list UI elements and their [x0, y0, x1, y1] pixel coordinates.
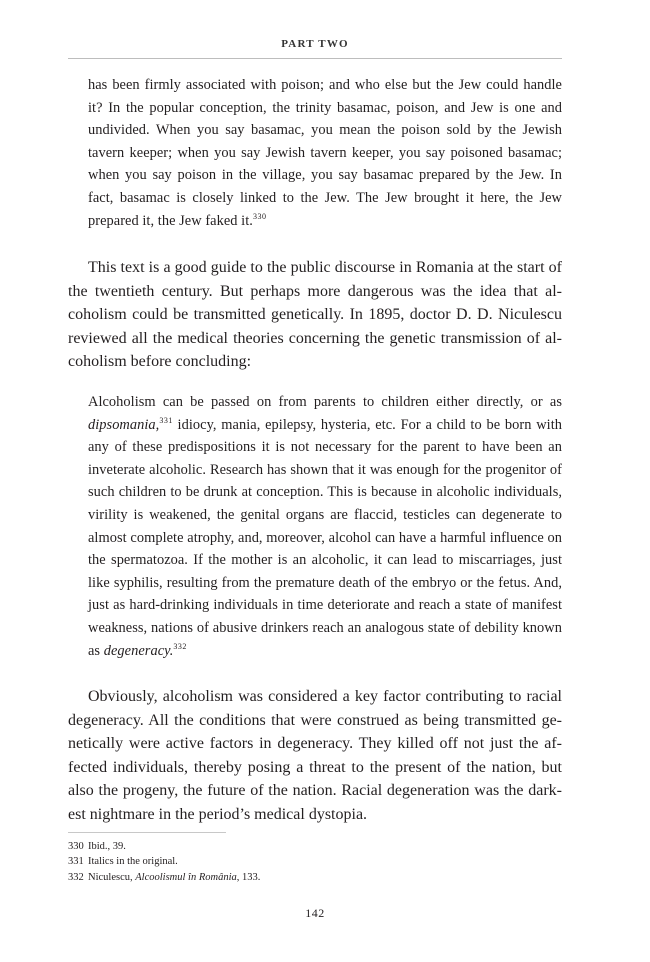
note-ref-332[interactable]: 332 — [173, 641, 187, 651]
block-quote-2 — [88, 391, 562, 662]
footnote-text: Italics in the original. — [88, 856, 178, 868]
body-paragraph-1 — [68, 256, 562, 374]
block-quote-1-text: has been firmly associated with poison; and who else but the Jew could handle it? In the popular conception, the trinity basamac, poison, and Jew is one and undivided. When you say basamac, you mean the poison sold by the Jewish tavern keeper; when you say Jewish tavern keeper, you say poisoned basamac; when you say poison in the village, you say basamac prepared by the Jew. In fact, basamac is closely linked to the Jew. The Jew brought it here, the Jew prepared it, the Jew faked it. — [88, 77, 562, 229]
note-ref-331[interactable]: 331 — [159, 415, 173, 425]
block-quote-1 — [88, 74, 562, 232]
footnotes — [68, 839, 562, 885]
footnote-number: 330 — [68, 841, 84, 852]
running-head: PART TWO — [281, 38, 349, 50]
footnote-book-title: Alcoolismul în România — [135, 871, 237, 883]
italic-degeneracy: degeneracy. — [103, 642, 174, 659]
block-quote-2-text-a: Alcoholism can be passed on from parents to children either directly, or as — [88, 394, 562, 410]
footnote-330 — [68, 839, 562, 854]
body-paragraph-2 — [68, 685, 562, 827]
footnote-text: Ibid., 39. — [88, 841, 126, 852]
italic-dipsomania: dipsomania, — [88, 416, 160, 433]
footnote-rule — [68, 832, 226, 833]
note-ref-330[interactable]: 330 — [252, 211, 267, 221]
footnote-text: Niculescu, — [88, 871, 136, 883]
footnote-number: 332 — [68, 871, 84, 883]
block-quote-2-text-b: idiocy, mania, epilepsy, hysteria, etc. For a child to be born with any of these predispositions it is not necessary for the parent to have been an inveterate alcoholic. Research has shown that it was enough for the progenitor of such children to be drunk at conception. This is because in alcoholic individuals, virility is weakened, the genital organs are flaccid, testicles can degenerate to almost complete atrophy, and, moreover, alcohol can have a harmful influence on the spermatozoa. If the mother is an alcoholic, it can lead to miscarriages, just like syphilis, resulting from the premature death of the embryo or the fetus. And, just as hard-drinking individuals in time deteriorate and reach a state of manifest weakness, nations of abusive drinkers reach an analogous state of debility known as — [88, 416, 562, 659]
body-paragraph-1-text: This text is a good guide to the public discourse in Romania at the start of the twentieth century. But perhaps more dangerous was the idea that alcoholism could be transmitted genetically. In 1895, doctor D. D. Niculescu reviewed all the medical theories concerning the genetic transmission of alcoholism before concluding: — [68, 259, 562, 371]
header-rule — [68, 58, 562, 59]
footnote-text-tail: , 133. — [236, 871, 261, 883]
footnote-number: 331 — [68, 856, 84, 868]
footnote-331 — [68, 854, 562, 869]
body-paragraph-2-text: Obviously, alcoholism was considered a key factor contributing to racial degeneracy. All the conditions that were construed as being transmitted genetically were active factors in degeneracy. They killed off not just the affected individuals, thereby posing a threat to the present of the nation, but also the progeny, the future of the nation. Racial degeneration was the darkest nightmare in the period’s medical dystopia. — [68, 688, 562, 823]
page-number: 142 — [305, 906, 325, 920]
footnote-332 — [68, 870, 562, 885]
